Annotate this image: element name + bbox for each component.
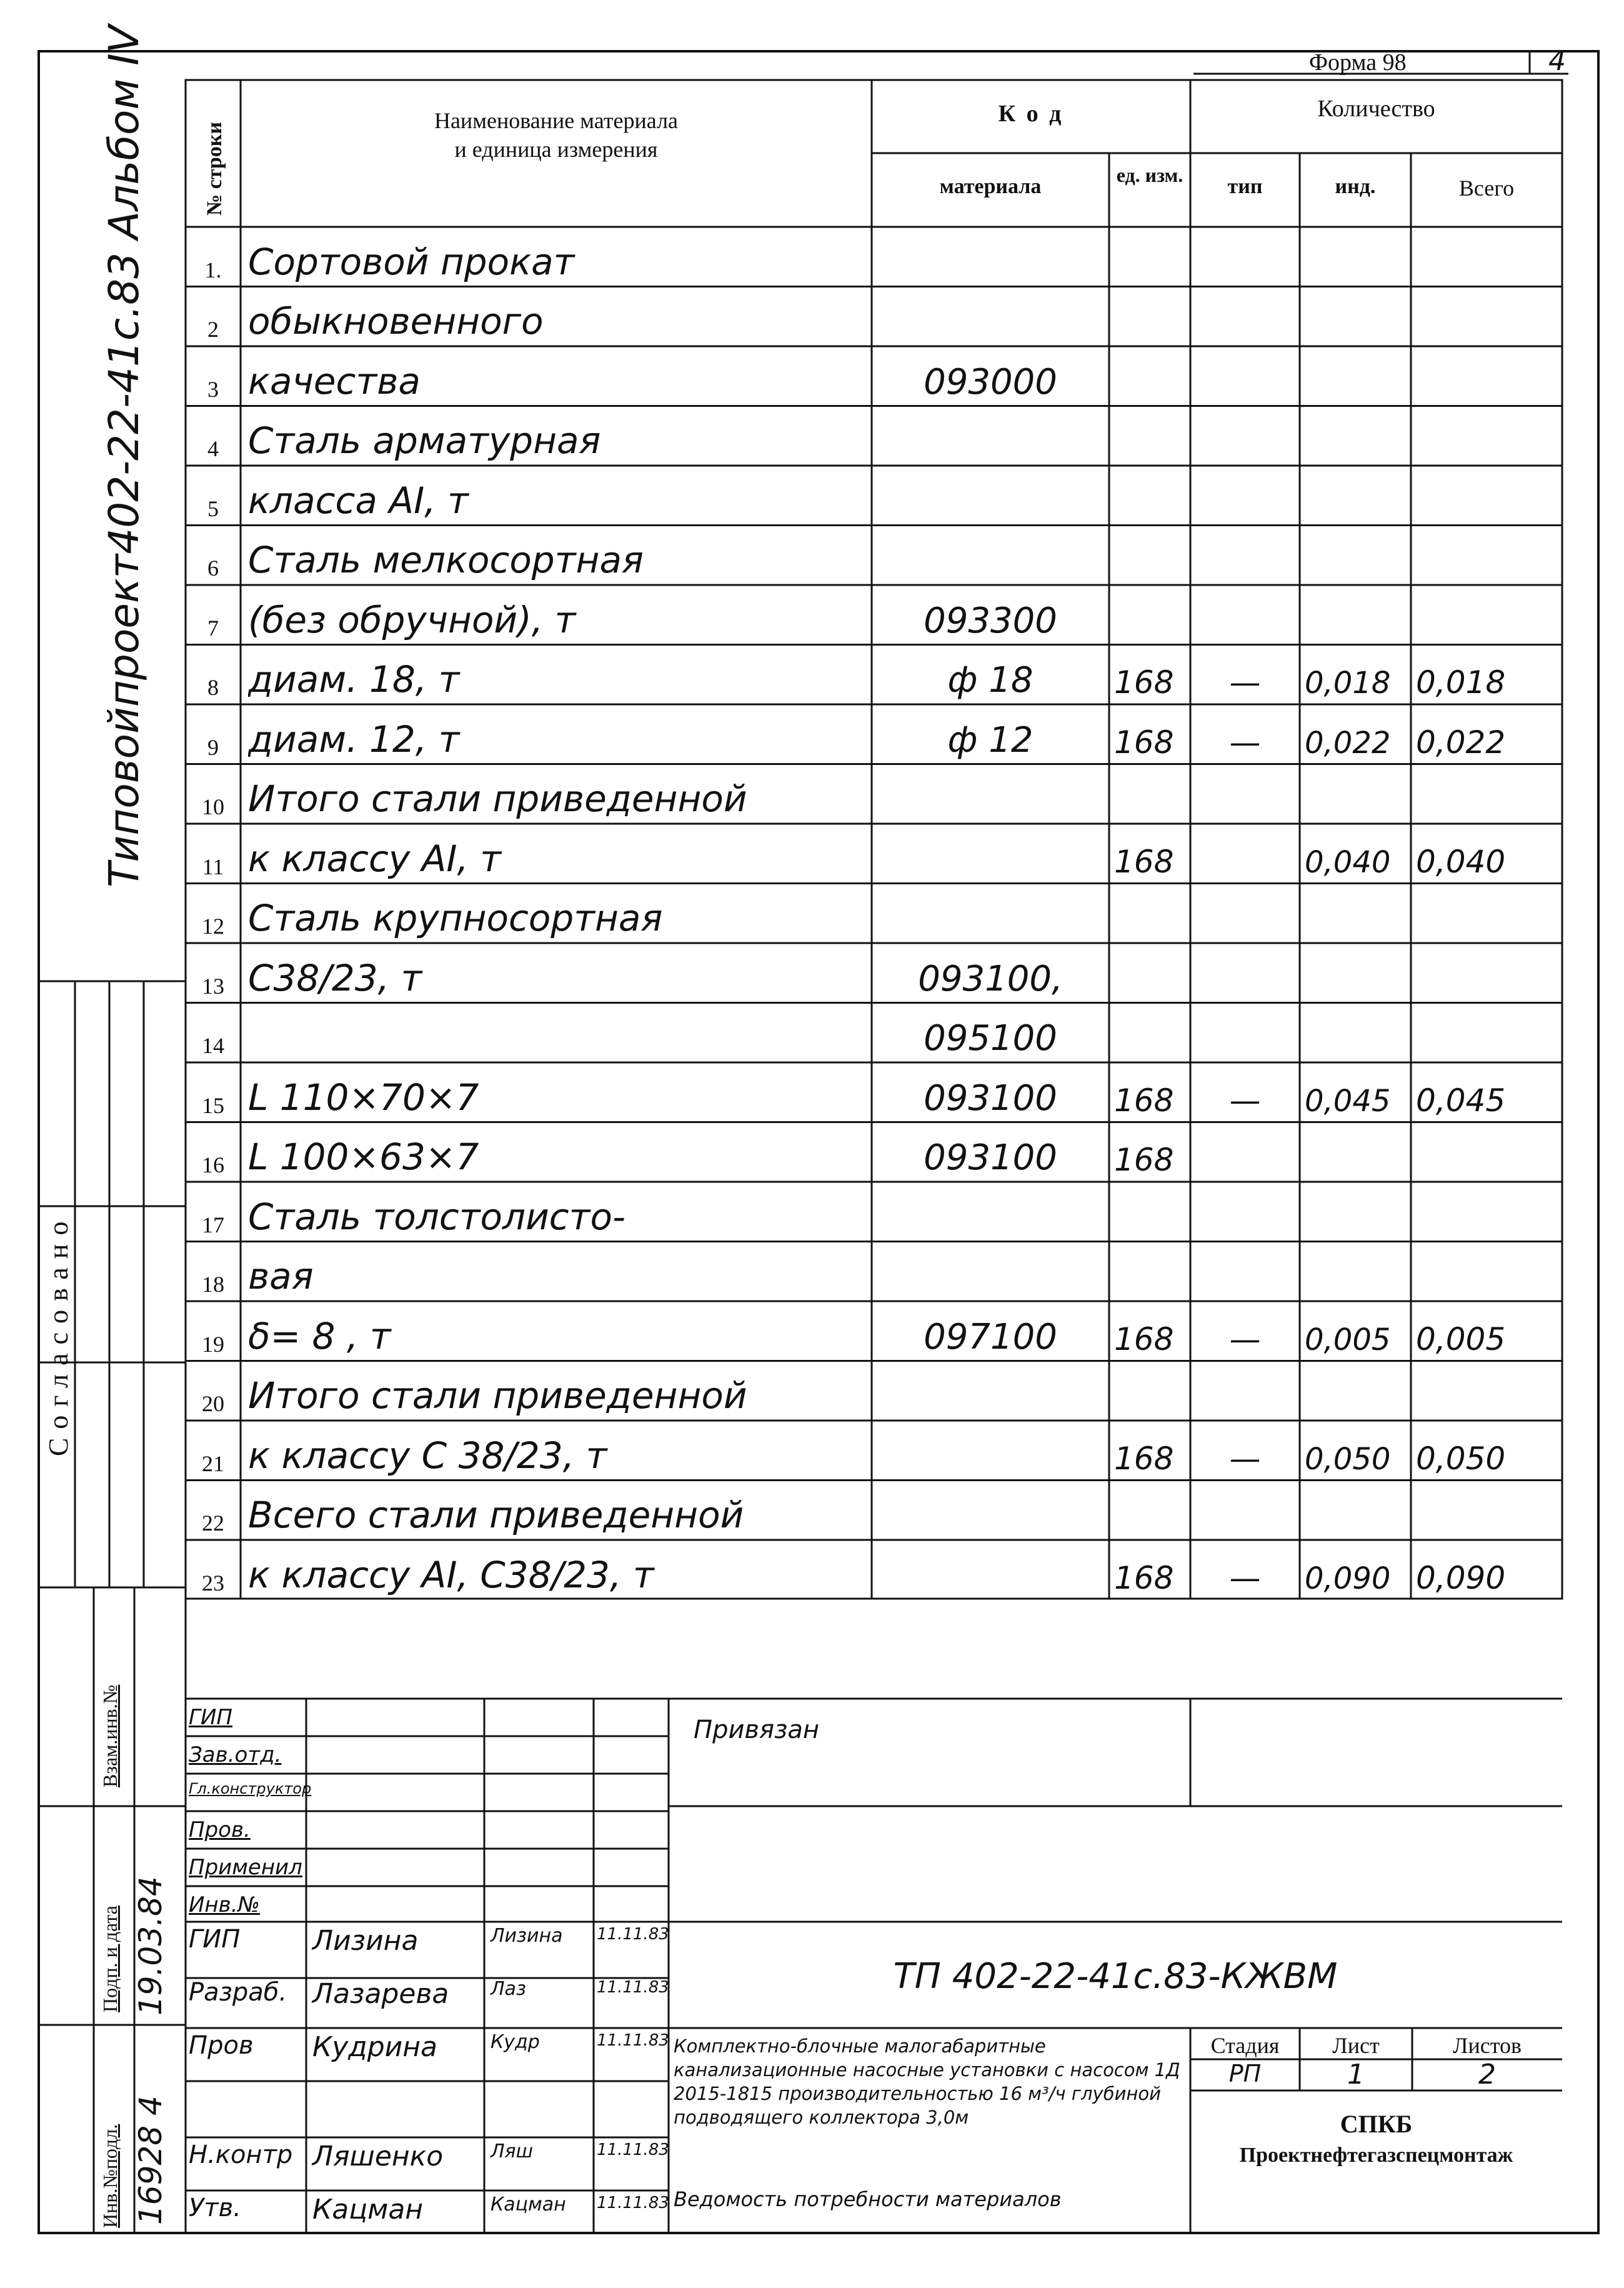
table-row: [186, 1242, 1562, 1302]
table-row: [186, 287, 1562, 347]
row-number: 11: [202, 854, 224, 879]
header-code: К о д: [998, 101, 1064, 127]
row-number: 12: [202, 914, 224, 939]
sign-date: 11.11.83: [597, 1978, 669, 1997]
unit-code: 168: [1114, 1440, 1174, 1477]
sheet-label: Лист: [1332, 2033, 1380, 2058]
row-number: 14: [202, 1033, 224, 1058]
qty-type: —: [1229, 664, 1261, 701]
podp-data-value: 19.03.84: [132, 1876, 169, 2016]
table-row: [186, 824, 1562, 884]
material-name: Сталь мелкосортная: [248, 539, 644, 581]
row-number: 9: [207, 734, 219, 760]
material-code: 093100: [924, 1137, 1057, 1178]
row-number: 5: [207, 496, 219, 521]
sheets-value: 2: [1478, 2059, 1496, 2091]
person-name: Лазарева: [312, 1978, 449, 2010]
table-row: [186, 346, 1562, 406]
header-qty-ind: инд.: [1335, 175, 1376, 198]
header-qty-total: Всего: [1458, 176, 1515, 201]
person-signature: Кацман: [491, 2194, 566, 2216]
unit-code: 168: [1114, 843, 1174, 880]
row-number: 8: [207, 675, 219, 700]
material-name: С38/23, т: [248, 956, 422, 999]
side-title: Типовойпроект402-22-41с.83 Альбом IV: [100, 25, 148, 887]
person-signature: Лизина: [491, 1925, 563, 1947]
qty-ind: 0,018: [1305, 666, 1391, 701]
unit-code: 168: [1114, 724, 1174, 761]
qty-ind: 0,090: [1305, 1561, 1391, 1596]
unit-code: 168: [1114, 1559, 1174, 1596]
unit-code: 168: [1114, 1142, 1174, 1178]
unit-code: 168: [1114, 1082, 1174, 1119]
person-role: Пров: [189, 2031, 254, 2060]
material-name: качества: [248, 359, 421, 402]
person-name: Кудрина: [312, 2031, 437, 2063]
table-row: [186, 704, 1562, 764]
table-row: [186, 645, 1562, 705]
material-name: Всего стали приведенной: [248, 1494, 744, 1536]
sheet-value: 1: [1347, 2059, 1365, 2091]
qty-total: 0,022: [1416, 724, 1506, 761]
qty-ind: 0,022: [1305, 725, 1391, 761]
row-number: 19: [202, 1331, 224, 1357]
material-code: 093300: [924, 600, 1057, 641]
qty-type: —: [1229, 1559, 1261, 1596]
row-number: 22: [202, 1511, 224, 1536]
row-number: 2: [207, 317, 219, 342]
material-name: Сортовой прокат: [248, 240, 575, 283]
table-row: [186, 1540, 1562, 1600]
side-agreed: Согласовано: [43, 1212, 74, 1456]
header-code-unit: ед. изм.: [1116, 164, 1183, 186]
material-code: 093000: [924, 361, 1057, 402]
qty-type: —: [1229, 724, 1261, 761]
material-name: L 110×70×7: [248, 1076, 479, 1119]
podp-data-label: Подп. и дата: [99, 1906, 121, 2012]
material-name: к классу AI, С38/23, т: [248, 1553, 654, 1596]
qty-ind: 0,040: [1305, 844, 1391, 880]
row-number: 3: [207, 376, 219, 402]
table-row: [186, 1421, 1562, 1481]
stamp-role: Зав.отд.: [189, 1742, 282, 1767]
table-row: [186, 1182, 1562, 1242]
material-name: Сталь крупносортная: [248, 897, 663, 939]
person-name: Кацман: [312, 2194, 424, 2226]
qty-total: 0,090: [1416, 1559, 1506, 1596]
sheet-title: Ведомость потребности материалов: [674, 2187, 1062, 2211]
person-signature: Ляш: [491, 2141, 534, 2162]
qty-ind: 0,050: [1305, 1441, 1391, 1477]
row-number: 18: [202, 1272, 224, 1297]
table-row: [186, 1122, 1562, 1182]
material-name: Итого стали приведенной: [248, 1374, 747, 1417]
material-code: ф 18: [947, 660, 1034, 701]
material-name: обыкновенного: [248, 300, 544, 342]
qty-total: 0,005: [1416, 1321, 1506, 1357]
header-code-material: материала: [939, 175, 1042, 198]
material-name: к классу AI, т: [248, 837, 502, 880]
material-name: L 100×63×7: [248, 1136, 479, 1178]
inv-podl-value: 16928 4: [132, 2096, 169, 2225]
material-code: 093100: [924, 1077, 1057, 1119]
row-number: 10: [202, 794, 224, 819]
row-number: 21: [202, 1451, 224, 1476]
material-name: диам. 18, т: [248, 658, 460, 701]
material-code: 097100: [924, 1316, 1057, 1357]
qty-total: 0,018: [1416, 664, 1506, 701]
qty-total: 0,050: [1416, 1440, 1506, 1477]
qty-type: —: [1229, 1440, 1261, 1477]
row-number: 13: [202, 973, 224, 999]
table-row: [186, 406, 1562, 466]
material-name: δ= 8 , т: [248, 1314, 391, 1357]
table-row: [186, 943, 1562, 1003]
person-role: ГИП: [189, 1925, 241, 1954]
row-number: 16: [202, 1152, 224, 1177]
row-number: 17: [202, 1212, 224, 1237]
sign-date: 11.11.83: [597, 1925, 669, 1944]
qty-total: 0,045: [1416, 1082, 1506, 1119]
sign-date: 11.11.83: [597, 2031, 669, 2050]
qty-ind: 0,005: [1305, 1322, 1391, 1357]
material-code: ф 12: [947, 719, 1034, 761]
stamp-role: Применил: [189, 1855, 302, 1880]
project-description: Комплектно-блочные малогабаритные канализационные насосные установки с насосом 1Д 2015-1815 производительностью 16 м³/ч глубиной подводящего коллектора 3,0м: [674, 2036, 1180, 2128]
privyazan: Привязан: [694, 1716, 820, 1744]
table-row: [186, 466, 1562, 526]
vz-inv-label: Взам.инв.№: [99, 1684, 121, 1787]
qty-type: —: [1229, 1082, 1261, 1119]
person-signature: Кудр: [491, 2031, 540, 2053]
material-name: класса AI, т: [248, 479, 469, 522]
org-name-2: Проектнефтегазспецмонтаж: [1239, 2144, 1513, 2167]
sheet-number: 4: [1548, 45, 1566, 77]
material-name: Сталь толстолисто-: [248, 1195, 625, 1238]
stage-value: РП: [1228, 2060, 1262, 2087]
table-row: [186, 1361, 1562, 1421]
material-name: Сталь арматурная: [248, 419, 601, 462]
row-number: 1.: [204, 257, 222, 282]
header-qty-type: тип: [1227, 175, 1263, 198]
material-name: Итого стали приведенной: [248, 777, 747, 820]
stamp-role: Пров.: [189, 1817, 251, 1842]
unit-code: 168: [1114, 664, 1174, 701]
table-row: [186, 526, 1562, 586]
inv-podl-label: Инв.№подл.: [99, 2124, 121, 2228]
qty-type: —: [1229, 1321, 1261, 1357]
person-signature: Лаз: [491, 1978, 526, 2000]
row-number: 23: [202, 1570, 224, 1596]
table-row: [186, 1481, 1562, 1541]
sign-date: 11.11.83: [597, 2141, 669, 2159]
table-row: [186, 1003, 1562, 1063]
sheets-label: Листов: [1453, 2033, 1522, 2058]
stamp-role: Инв.№: [189, 1892, 260, 1917]
person-role: Утв.: [189, 2194, 241, 2222]
document-code: ТП 402-22-41с.83-КЖВМ: [893, 1956, 1338, 1997]
material-code: 095100: [924, 1018, 1057, 1059]
table-row: [186, 1301, 1562, 1361]
table-row: [186, 1062, 1562, 1122]
material-name: вая: [248, 1255, 314, 1297]
table-row: [186, 764, 1562, 824]
material-name: диам. 12, т: [248, 717, 460, 761]
row-number: 4: [207, 436, 219, 461]
stage-label: Стадия: [1210, 2033, 1280, 2058]
header-row-no: № строки: [203, 122, 226, 216]
row-number: 7: [207, 615, 219, 641]
qty-ind: 0,045: [1305, 1083, 1391, 1119]
header-name: Наименование материала и единица измерения: [434, 108, 679, 162]
table-row: [186, 585, 1562, 645]
material-code: 093100,: [918, 958, 1063, 999]
row-number: 15: [202, 1092, 224, 1118]
org-name-1: СПКБ: [1340, 2110, 1413, 2138]
person-name: Лизина: [312, 1925, 419, 1957]
row-number: 6: [207, 556, 219, 581]
form-label: Форма 98: [1309, 49, 1407, 76]
stamp-role: Гл.конструктор: [189, 1780, 312, 1797]
person-name: Ляшенко: [312, 2141, 444, 2172]
qty-total: 0,040: [1416, 843, 1506, 880]
stamp-role: ГИП: [189, 1705, 232, 1730]
sign-date: 11.11.83: [597, 2194, 669, 2212]
person-role: Н.контр: [189, 2141, 293, 2169]
person-role: Разраб.: [189, 1978, 287, 2007]
header-qty: Количество: [1317, 96, 1435, 122]
material-name: (без обручной), т: [248, 598, 576, 641]
material-name: к классу С 38/23, т: [248, 1434, 607, 1477]
table-row: [186, 884, 1562, 944]
unit-code: 168: [1114, 1321, 1174, 1357]
table-row: [186, 227, 1562, 287]
row-number: 20: [202, 1391, 224, 1416]
